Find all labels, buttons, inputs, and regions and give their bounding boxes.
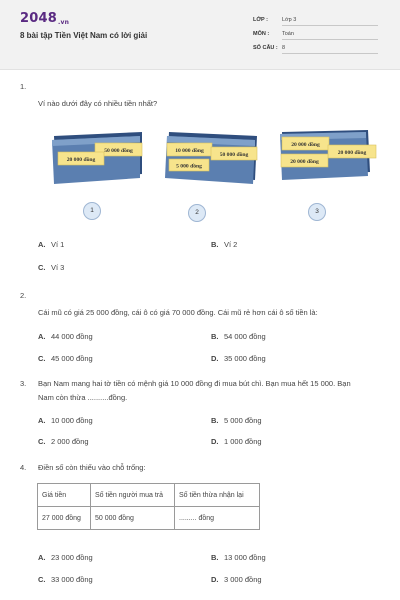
question-3-number: 3. [20, 379, 27, 388]
q3-option-b[interactable] [211, 416, 262, 425]
q3-option-c[interactable] [38, 437, 89, 446]
wallet-2-illustration [163, 128, 259, 186]
q1-option-c[interactable] [38, 263, 64, 272]
question-2-prompt: Cái mũ có giá 25 000 đồng, cái ô có giá 70 000 đồng. Cái mũ rẻ hơn cái ô số tiền là: [38, 308, 318, 317]
wallet-1-badge: 1 [83, 202, 101, 220]
wallet-1-illustration [50, 128, 146, 186]
option-letter: D. [211, 575, 219, 584]
question-3-prompt-line-2: Nam còn thừa ..........đồng. [38, 393, 128, 402]
q2-option-c[interactable] [38, 354, 93, 363]
banknote-label: 10 000 đồng [175, 148, 204, 154]
meta-count [253, 45, 378, 57]
option-letter: B. [211, 332, 219, 341]
meta-class-value: Lớp 3 [282, 17, 378, 26]
option-letter: A. [38, 416, 46, 425]
table-row [38, 507, 260, 530]
worksheet-header [0, 0, 400, 70]
option-text: 5 000 đồng [224, 416, 262, 425]
site-logo[interactable]: 2048.vn [20, 11, 70, 26]
q1-option-a[interactable] [38, 240, 64, 249]
option-text: 10 000 đồng [51, 416, 93, 425]
banknote-label: 20 000 đồng [337, 150, 367, 156]
page-title: 8 bài tập Tiền Việt Nam có lời giải [20, 31, 148, 40]
q4-option-b[interactable] [211, 553, 266, 562]
question-4-table [37, 483, 260, 530]
table-header-cell: Giá tiền [38, 484, 91, 507]
option-letter: A. [38, 553, 46, 562]
option-text: 2 000 đồng [51, 437, 89, 446]
option-text: Ví 3 [51, 263, 65, 272]
option-letter: C. [38, 437, 46, 446]
meta-count-value: 8 [282, 45, 378, 54]
table-cell: 27 000 đồng [38, 507, 91, 530]
option-text: Ví 1 [51, 240, 65, 249]
wallet-1 [50, 128, 146, 188]
banknote-label: 50 000 đồng [219, 152, 249, 158]
meta-subject [253, 31, 378, 43]
table-cell-blank[interactable]: ......... đồng [175, 507, 260, 530]
meta-subject-value: Toán [282, 31, 378, 40]
table-header-cell: Số tiền người mua trả [91, 484, 175, 507]
table-header-cell: Số tiền thừa nhận lại [175, 484, 260, 507]
option-text: 13 000 đồng [224, 553, 266, 562]
option-letter: A. [38, 332, 46, 341]
wallet-3-illustration [278, 128, 378, 186]
option-letter: C. [38, 263, 46, 272]
option-letter: B. [211, 240, 219, 249]
option-text: 3 000 đồng [224, 575, 262, 584]
option-letter: B. [211, 553, 219, 562]
option-text: Ví 2 [224, 240, 238, 249]
question-4-prompt: Điền số còn thiếu vào chỗ trống: [38, 463, 146, 472]
q2-option-b[interactable] [211, 332, 266, 341]
option-letter: A. [38, 240, 46, 249]
banknote-label: 20 000 đồng [291, 142, 320, 148]
question-1-number: 1. [20, 82, 27, 91]
q4-option-a[interactable] [38, 553, 93, 562]
q3-option-a[interactable] [38, 416, 93, 425]
option-text: 33 000 đồng [51, 575, 93, 584]
q2-option-d[interactable] [211, 354, 266, 363]
option-text: 44 000 đồng [51, 332, 93, 341]
wallet-2 [163, 128, 259, 188]
table-cell: 50 000 đồng [91, 507, 175, 530]
meta-count-label: SỐ CÂU : [253, 45, 278, 51]
q4-option-d[interactable] [211, 575, 262, 584]
banknote-label: 20 000 đồng [290, 159, 319, 165]
question-2-number: 2. [20, 291, 27, 300]
wallet-2-badge: 2 [188, 204, 206, 222]
banknote-label: 5 000 đồng [176, 163, 202, 170]
wallet-3 [278, 128, 378, 188]
question-3-prompt-line-1: Bạn Nam mang hai tờ tiền có mệnh giá 10 000 đồng đi mua bút chì. Bạn mua hết 15 000. Bạn [38, 379, 351, 388]
option-text: 1 000 đồng [224, 437, 262, 446]
option-letter: B. [211, 416, 219, 425]
option-text: 35 000 đồng [224, 354, 266, 363]
question-4-number: 4. [20, 463, 27, 472]
option-text: 23 000 đồng [51, 553, 93, 562]
banknote-label: 50 000 đồng [104, 148, 133, 154]
q2-option-a[interactable] [38, 332, 93, 341]
option-letter: C. [38, 354, 46, 363]
q1-option-b[interactable] [211, 240, 237, 249]
table-header-row [38, 484, 260, 507]
option-text: 54 000 đồng [224, 332, 266, 341]
question-1-prompt: Ví nào dưới đây có nhiều tiền nhất? [38, 99, 158, 108]
site-logo-tld: .vn [57, 19, 70, 26]
option-letter: D. [211, 354, 219, 363]
meta-class [253, 17, 378, 29]
option-letter: C. [38, 575, 46, 584]
q3-option-d[interactable] [211, 437, 262, 446]
meta-class-label: LỚP : [253, 17, 268, 23]
option-letter: D. [211, 437, 219, 446]
meta-subject-label: MÔN : [253, 31, 270, 37]
q4-option-c[interactable] [38, 575, 93, 584]
option-text: 45 000 đồng [51, 354, 93, 363]
wallet-3-badge: 3 [308, 203, 326, 221]
banknote-label: 20 000 đồng [66, 157, 96, 163]
